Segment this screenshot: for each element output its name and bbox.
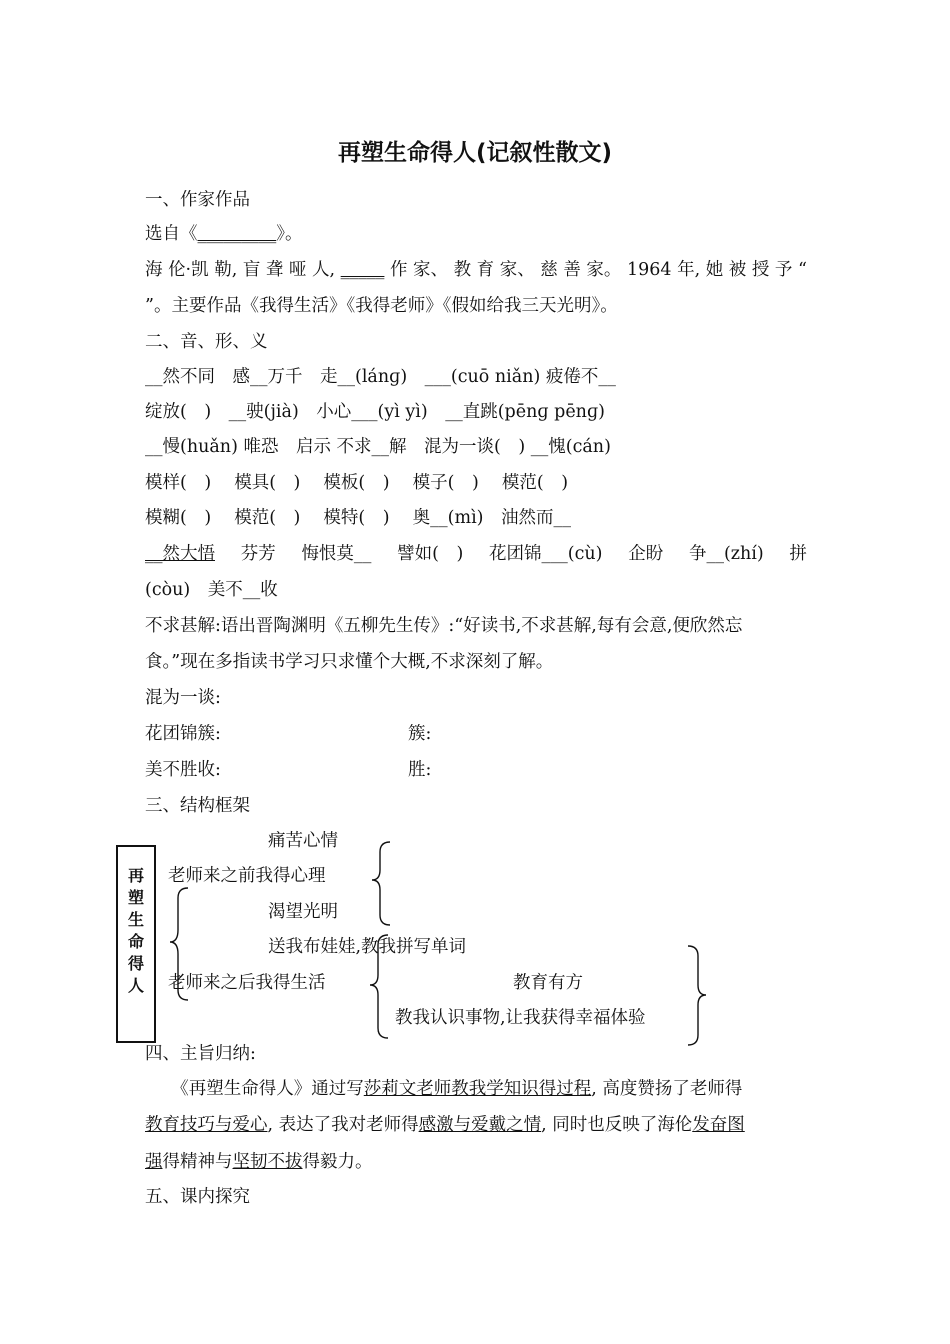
author-word: 作 bbox=[389, 260, 408, 280]
theme-text: , 同时也反映了海伦 bbox=[541, 1115, 693, 1135]
vocab-row-5: 模糊( ) 模范( ) 模特( ) 奥__(mì) 油然而__ bbox=[145, 508, 571, 528]
source-blank: _________ bbox=[197, 224, 277, 244]
vocab-item: 花团锦___(cù) bbox=[489, 544, 603, 564]
vocab-item: __然大悟 bbox=[145, 544, 215, 564]
theme-text: 得毅力。 bbox=[302, 1152, 373, 1172]
theme-text: 得精神与 bbox=[162, 1152, 233, 1172]
author-word: 盲 bbox=[242, 260, 261, 280]
theme-line-3 bbox=[145, 1150, 373, 1174]
theme-underline: 坚韧不拔 bbox=[232, 1152, 303, 1172]
theme-line-1 bbox=[145, 1077, 742, 1101]
theme-text: 《再塑生命得人》通过写 bbox=[145, 1079, 364, 1099]
theme-line-2 bbox=[145, 1113, 745, 1137]
author-word: 伦·凯 bbox=[168, 260, 209, 280]
theme-underline: 感激与爱戴之情 bbox=[418, 1115, 542, 1135]
vocab-row-4: 模样( ) 模具( ) 模板( ) 模子( ) 模范( ) bbox=[145, 473, 569, 493]
author-word: 1964 bbox=[626, 260, 672, 280]
author-word: 家、 bbox=[499, 260, 535, 280]
pain-text: 痛苦心情 bbox=[268, 831, 338, 851]
author-word: 勒, bbox=[214, 260, 238, 280]
term-huatuan: 花团锦簇: bbox=[145, 724, 221, 744]
method-text: 教育有方 bbox=[513, 973, 583, 993]
vocab-item: 企盼 bbox=[628, 544, 664, 564]
theme-underline: 发奋图 bbox=[692, 1115, 745, 1135]
brace-main bbox=[170, 888, 188, 1000]
section-2-heading: 二、音、形、义 bbox=[145, 332, 268, 352]
author-word: 慈 bbox=[540, 260, 558, 280]
author-word: “ bbox=[797, 260, 807, 280]
author-word: 她 bbox=[705, 260, 724, 280]
section-3-heading: 三、结构框架 bbox=[145, 796, 250, 816]
works-line: ”。主要作品《我得生活》《我得老师》《假如给我三天光明》。 bbox=[145, 296, 618, 316]
theme-underline: 教育技巧与爱心 bbox=[145, 1115, 268, 1135]
vocab-item: 芬芳 bbox=[240, 544, 276, 564]
know-text: 教我认识事物,让我获得幸福体验 bbox=[395, 1008, 646, 1028]
hope-text: 渴望光明 bbox=[268, 902, 338, 922]
author-word: 家、 bbox=[413, 260, 449, 280]
vocab-row-1: __然不同 感__万千 走__(lánɡ) ___(cuō niǎn) 疲倦不__ bbox=[145, 367, 616, 387]
vocab-row-7: (còu) 美不__收 bbox=[145, 580, 278, 600]
author-word: 被 bbox=[728, 260, 747, 280]
source-end: 》。 bbox=[276, 224, 303, 244]
doll-text: 送我布娃娃,教我拼写单词 bbox=[268, 937, 467, 957]
box-char: 塑 bbox=[127, 888, 144, 907]
vocab-row-3: __慢(huǎn) 唯恐 启示 不求__解 混为一谈( ) __愧(cán) bbox=[145, 437, 611, 457]
brace-after bbox=[370, 935, 388, 1038]
author-word: 育 bbox=[476, 260, 495, 280]
section-4-heading: 四、主旨归纳: bbox=[145, 1044, 256, 1064]
before-text: 老师来之前我得心理 bbox=[168, 866, 326, 886]
note-line-1: 不求甚解:语出晋陶渊明《五柳先生传》:“好读书,不求甚解,每有会意,便欣然忘 bbox=[145, 616, 743, 636]
author-word: 授 bbox=[751, 260, 770, 280]
note-line-2: 食。”现在多指读书学习只求懂个大概,不求深刻了解。 bbox=[145, 652, 554, 672]
author-word: 善 bbox=[563, 260, 581, 280]
author-word: 年, bbox=[677, 260, 701, 280]
brace-right bbox=[688, 946, 706, 1045]
author-word: _____ bbox=[340, 260, 385, 280]
section-1-heading: 一、作家作品 bbox=[145, 190, 250, 210]
term-sheng: 胜: bbox=[408, 760, 432, 780]
vocab-item: 譬如( ) bbox=[397, 544, 464, 564]
box-char: 得 bbox=[127, 954, 144, 973]
box-char: 人 bbox=[127, 976, 144, 995]
theme-text: , 表达了我对老师得 bbox=[267, 1115, 419, 1135]
author-word: 哑 bbox=[288, 260, 307, 280]
section-5-heading: 五、课内探究 bbox=[145, 1187, 250, 1207]
author-word: 家。 bbox=[586, 260, 622, 280]
page-title: 再塑生命得人(记叙性散文) bbox=[337, 140, 613, 166]
vocab-item: 拼 bbox=[789, 544, 807, 564]
brace-before bbox=[372, 842, 390, 925]
box-char: 命 bbox=[127, 932, 144, 951]
term-hunwei: 混为一谈: bbox=[145, 688, 221, 708]
theme-underline: 莎莉文老师教我学知识得过程 bbox=[363, 1079, 592, 1099]
author-word: 聋 bbox=[265, 260, 284, 280]
author-word: 教 bbox=[453, 260, 472, 280]
vocab-item: 争__(zhí) bbox=[688, 544, 764, 564]
theme-underline: 强 bbox=[145, 1152, 163, 1172]
box-char: 生 bbox=[127, 910, 144, 929]
term-cu: 簇: bbox=[408, 724, 432, 744]
after-text: 老师来之后我得生活 bbox=[168, 973, 326, 993]
author-word: 予 bbox=[774, 260, 793, 280]
source-label: 选自《 bbox=[145, 224, 198, 244]
author-word: 人, bbox=[312, 260, 336, 280]
author-word: 海 bbox=[145, 260, 163, 280]
vocab-item: 悔恨莫__ bbox=[301, 544, 372, 564]
theme-text: , 高度赞扬了老师得 bbox=[591, 1079, 743, 1099]
vocab-row-2: 绽放( ) __驶(jià) 小心___(yì yì) __直跳(pēnɡ pēnɡ) bbox=[145, 402, 605, 422]
box-char: 再 bbox=[127, 866, 144, 885]
term-meibu: 美不胜收: bbox=[145, 760, 221, 780]
